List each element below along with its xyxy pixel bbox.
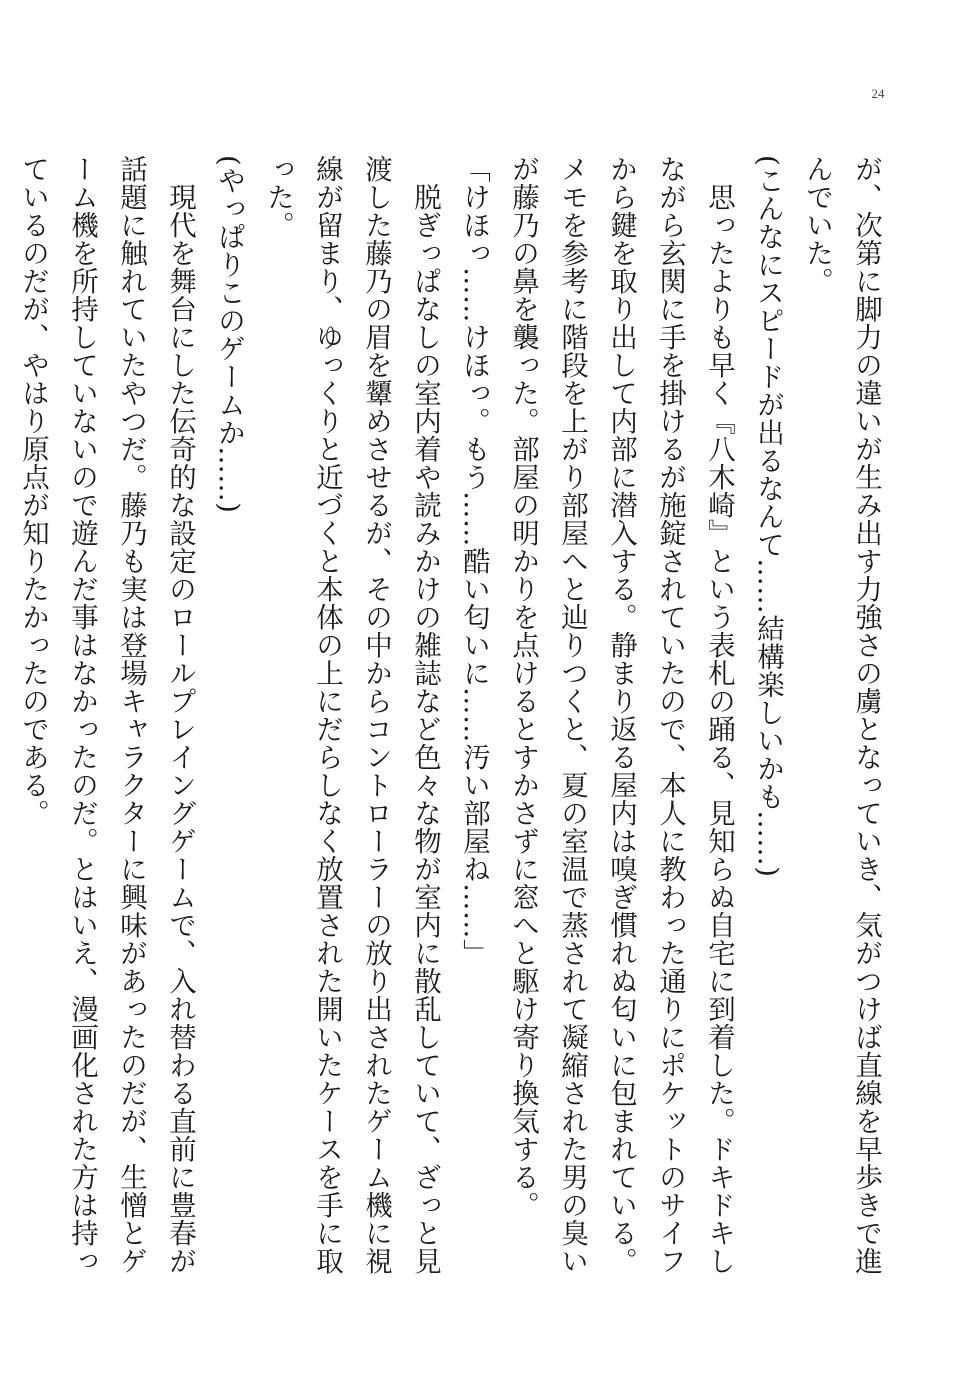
paragraph: 思ったよりも早く『八木崎』という表札の踊る、見知らぬ自宅に到着した。ドキドキしながら玄関に手を掛けるが施錠されていたので、本人に教わった通りにポケットのサイフから鍵を取り出して内部に潜入する。静まり返る屋内は嗅ぎ慣れぬ匂いに包まれている。メモを参考に階段を上がり部屋へと辿りつくと、夏の室温で蒸されて凝縮された男の臭いが藤乃の鼻を襲った。部屋の明かりを点けるとすかさずに窓へと駆け寄り換気する。 <box>507 155 735 1275</box>
page-number: 24 <box>871 86 885 101</box>
paragraph: 脱ぎっぱなしの室内着や読みかけの雑誌など色々な物が室内に散乱していて、ざっと見渡した藤乃の眉を顰めさせるが、その中からコントローラーの放り出されたゲーム機に視線が留まり、ゆっくりと近づくと本体の上にだらしなく放置された開いたケースを手に取った。 <box>262 155 441 1275</box>
paragraph: 現代を舞台にした伝奇的な設定のロールプレイングゲームで、入れ替わる直前に豊春が話題に触れていたやつだ。藤乃も実は登場キャラクターに興味があったのだが、生憎とゲーム機を所持していないので遊んだ事はなかったのだ。とはいえ、漫画化された方は持っているのだが、やはり原点が知りたかったのである。 <box>17 155 196 1275</box>
paragraph: (こんなにスピードが出るなんて……結構楽しいかも……) <box>752 155 784 878</box>
paragraph: が、次第に脚力の違いが生み出す力強さの虜となっていき、気がつけば直線を早歩きで進んでいた。 <box>801 155 882 1275</box>
paragraph: 「けほっ……けほっ。もう……酷い匂いに……汚い部屋ね……」 <box>458 155 490 967</box>
paragraph: (やっぱりこのゲームか……) <box>213 155 245 514</box>
novel-body-text <box>17 155 890 1295</box>
